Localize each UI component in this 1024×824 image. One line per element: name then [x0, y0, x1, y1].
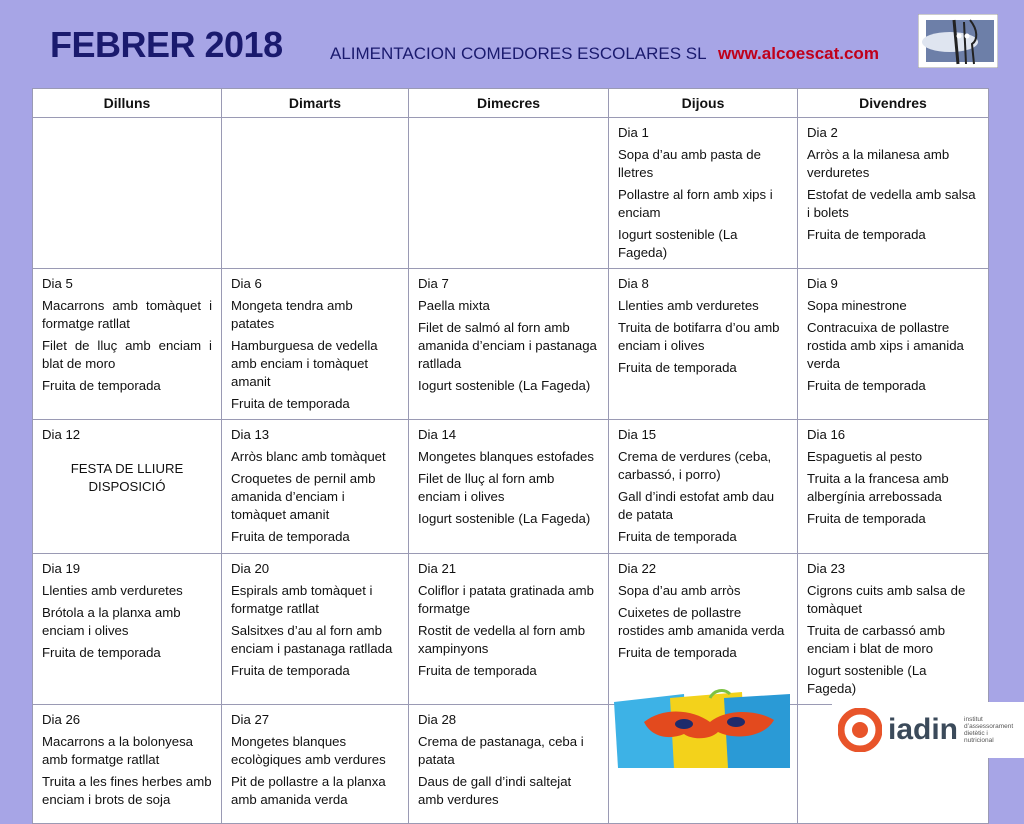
dish-item: Crema de verdures (ceba, carbassó, i porro) [618, 449, 772, 482]
dish-item: Fruita de temporada [418, 663, 537, 678]
day-cell [222, 705, 409, 824]
website-link[interactable]: www.alcoescat.com [718, 44, 879, 63]
dish-item: Contracuixa de pollastre rostida amb xips i amanida verda [807, 320, 964, 371]
col-header-dimarts: Dimarts [222, 89, 409, 118]
dish-item: Sopa d’au amb arròs [618, 583, 741, 598]
day-cell [33, 554, 222, 705]
week-row [33, 420, 989, 554]
cutlery-logo-icon [918, 14, 998, 68]
dish-item: Paella mixta [418, 298, 490, 313]
iadin-logo-word: iadin [888, 713, 959, 746]
week-row [33, 118, 989, 269]
dish-item: Iogurt sostenible (La Fageda) [807, 663, 927, 696]
day-label: Dia 5 [42, 276, 73, 291]
day-label: Dia 27 [231, 712, 270, 727]
dish-item: Fruita de temporada [807, 378, 926, 393]
dish-item: Croquetes de pernil amb amanida d’enciam i tomàquet amanit [231, 471, 376, 522]
day-cell [409, 269, 609, 420]
dish-item: Estofat de vedella amb salsa i bolets [807, 187, 976, 220]
dish-item: Pit de pollastre a la planxa amb amanida verda [231, 774, 386, 807]
dish-item: Arròs blanc amb tomàquet [231, 449, 386, 464]
day-cell [33, 705, 222, 824]
day-label: Dia 1 [618, 125, 649, 140]
day-cell [798, 420, 989, 554]
dish-item: Hamburguesa de vedella amb enciam i tomàquet amanit [231, 338, 378, 389]
dish-item: Espaguetis al pesto [807, 449, 923, 464]
day-cell [222, 118, 409, 269]
dish-item: Sopa d’au amb pasta de lletres [618, 147, 761, 180]
dish-item: Fruita de temporada [231, 396, 350, 411]
dish-item: Filet de salmó al forn amb amanida d’enciam i pastanaga ratllada [418, 320, 597, 371]
dish-item: Macarrons amb tomàquet i formatge ratllat [42, 298, 212, 331]
day-label: Dia 26 [42, 712, 81, 727]
day-cell [609, 118, 798, 269]
dish-item: Cuixetes de pollastre rostides amb amanida verda [618, 605, 785, 638]
day-cell [33, 118, 222, 269]
dish-item: Gall d’indi estofat amb dau de patata [618, 489, 775, 522]
dish-item: Mongeta tendra amb patates [231, 298, 353, 331]
day-label: Dia 2 [807, 125, 838, 140]
day-cell [798, 118, 989, 269]
day-cell [798, 554, 989, 705]
col-header-divendres: Divendres [798, 89, 989, 118]
company-name: ALIMENTACION COMEDORES ESCOLARES SL [330, 44, 707, 63]
dish-item: Mongetes blanques estofades [418, 449, 594, 464]
day-label: Dia 6 [231, 276, 262, 291]
day-label: Dia 15 [618, 427, 657, 442]
dish-item: Macarrons a la bolonyesa amb formatge ratllat [42, 734, 194, 767]
weekday-header-row [33, 89, 989, 118]
day-label: Dia 8 [618, 276, 649, 291]
dish-item: Fruita de temporada [231, 663, 350, 678]
day-cell [409, 554, 609, 705]
dish-item: Arròs a la milanesa amb verduretes [807, 147, 950, 180]
day-label: Dia 16 [807, 427, 846, 442]
day-label: Dia 21 [418, 561, 457, 576]
dish-item: Mongetes blanques ecològiques amb verdures [231, 734, 386, 767]
iadin-logo-icon [838, 708, 882, 752]
day-cell [609, 554, 798, 705]
col-header-dimecres: Dimecres [409, 89, 609, 118]
dish-item: Pollastre al forn amb xips i enciam [618, 187, 773, 220]
day-cell [222, 420, 409, 554]
day-cell [409, 420, 609, 554]
week-row [33, 269, 989, 420]
dish-item: Llenties amb verduretes [42, 583, 183, 598]
dish-item: Fruita de temporada [807, 511, 926, 526]
dish-item: Fruita de temporada [42, 645, 161, 660]
dish-item: Fruita de temporada [618, 645, 737, 660]
dish-item: Truita a les fines herbes amb enciam i brots de soja [42, 774, 212, 807]
dish-item: Fruita de temporada [807, 227, 926, 242]
page-title: FEBRER 2018 [50, 24, 283, 65]
dish-item: Fruita de temporada [618, 529, 737, 544]
iadin-logo [832, 702, 1024, 758]
day-label: Dia 19 [42, 561, 81, 576]
day-label: Dia 13 [231, 427, 270, 442]
col-header-dijous: Dijous [609, 89, 798, 118]
dish-item: Cigrons cuits amb salsa de tomàquet [807, 583, 966, 616]
dish-item: Brótola a la planxa amb enciam i olives [42, 605, 181, 638]
day-cell [409, 118, 609, 269]
dish-item: Rostit de vedella al forn amb xampinyons [418, 623, 586, 656]
dish-item: Sopa minestrone [807, 298, 907, 313]
day-label: Dia 28 [418, 712, 457, 727]
day-cell [609, 269, 798, 420]
day-label: Dia 23 [807, 561, 846, 576]
day-label: Dia 20 [231, 561, 270, 576]
col-header-dilluns: Dilluns [33, 89, 222, 118]
dish-item: Llenties amb verduretes [618, 298, 759, 313]
day-label: Dia 22 [618, 561, 657, 576]
dish-item: Truita de carbassó amb enciam i blat de moro [807, 623, 946, 656]
day-cell [609, 420, 798, 554]
dish-item: Fruita de temporada [231, 529, 350, 544]
dish-item: Espirals amb tomàquet i formatge ratllat [231, 583, 373, 616]
day-label: Dia 7 [418, 276, 449, 291]
dish-item: Filet de lluç al forn amb enciam i olives [418, 471, 555, 504]
dish-item: Truita de botifarra d’ou amb enciam i olives [618, 320, 780, 353]
carnival-mask-icon [614, 688, 790, 768]
dish-item: Coliflor i patata gratinada amb formatge [418, 583, 594, 616]
week-row [33, 554, 989, 705]
dish-item: Daus de gall d’indi saltejat amb verdures [418, 774, 572, 807]
day-cell [222, 269, 409, 420]
dish-item: Salsitxes d’au al forn amb enciam i pastanaga ratllada [231, 623, 393, 656]
day-label: Dia 12 [42, 427, 81, 442]
day-cell [409, 705, 609, 824]
dish-item: Iogurt sostenible (La Fageda) [418, 378, 591, 393]
day-label: Dia 9 [807, 276, 838, 291]
dish-item: Filet de lluç amb enciam i blat de moro [42, 338, 212, 371]
holiday-note: FESTA DE LLIURE DISPOSICIÓ [70, 461, 184, 494]
dish-item: Crema de pastanaga, ceba i patata [418, 734, 584, 767]
day-label: Dia 14 [418, 427, 457, 442]
dish-item: Fruita de temporada [42, 378, 161, 393]
day-cell [33, 269, 222, 420]
day-cell [798, 269, 989, 420]
day-cell [33, 420, 222, 554]
dish-item: Fruita de temporada [618, 360, 737, 375]
dish-item: Truita a la francesa amb albergínia arrebossada [807, 471, 949, 504]
iadin-logo-subtitle: institut d’assessorament dietètic i nutricional [964, 716, 1014, 744]
day-cell [222, 554, 409, 705]
dish-item: Iogurt sostenible (La Fageda) [418, 511, 591, 526]
dish-item: Iogurt sostenible (La Fageda) [618, 227, 738, 260]
